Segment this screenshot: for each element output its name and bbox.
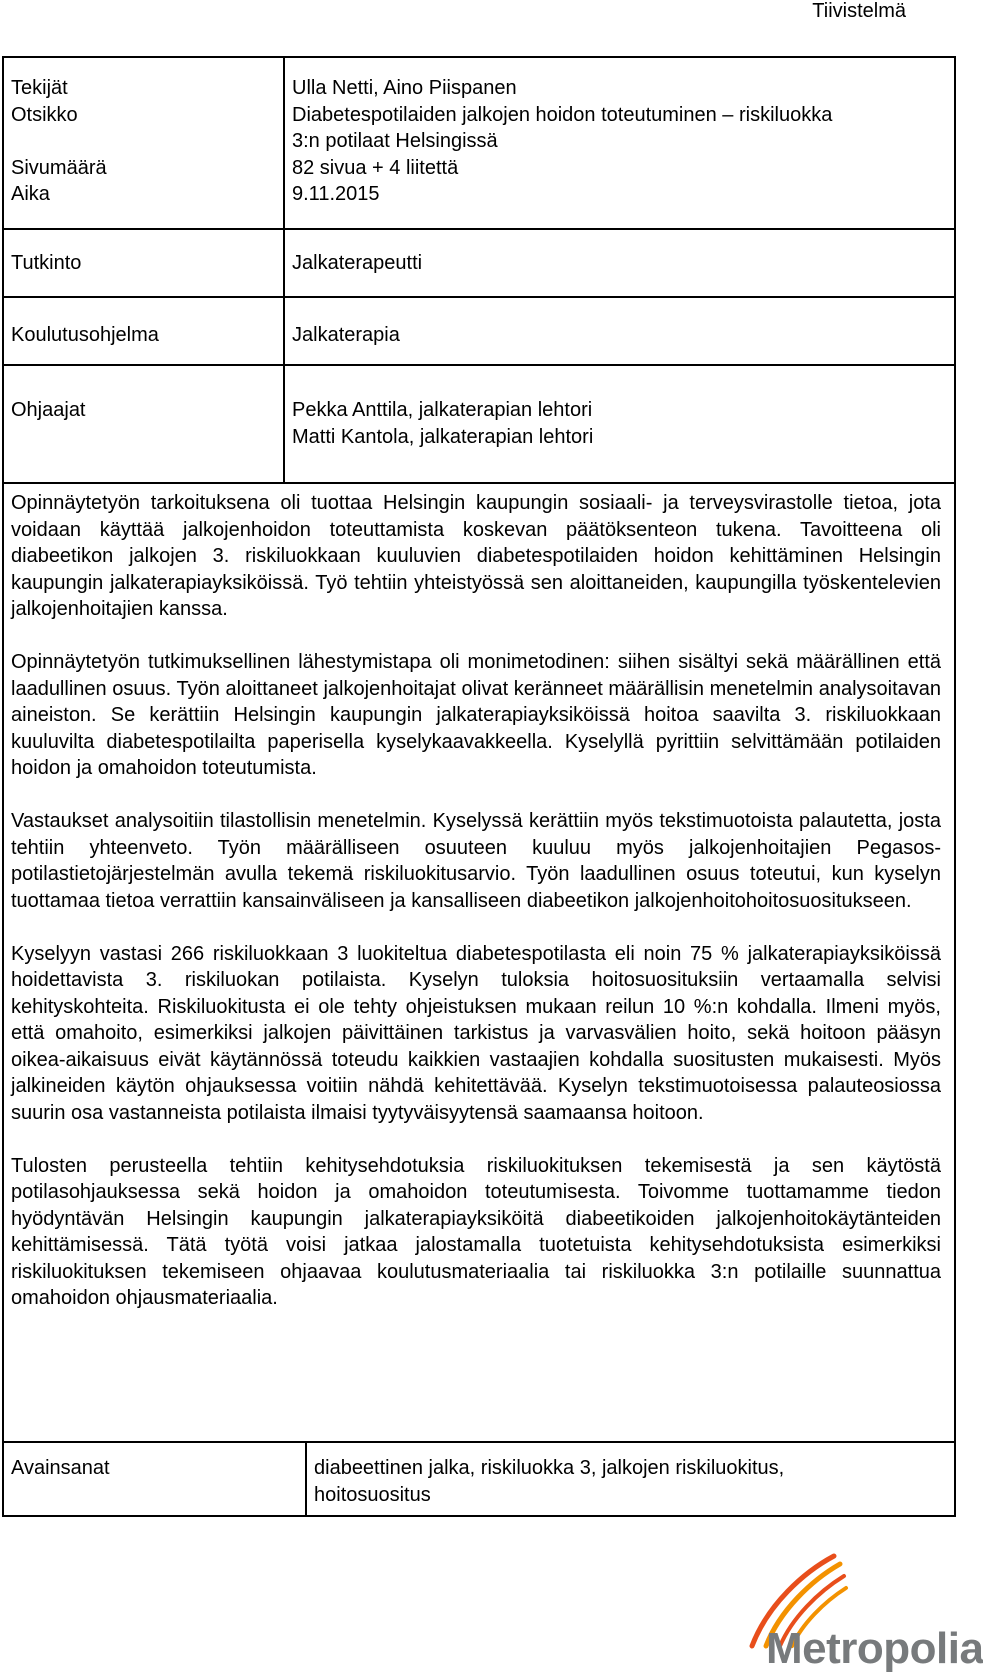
programme-label: Koulutusohjelma bbox=[11, 324, 159, 346]
column-divider bbox=[305, 1441, 307, 1517]
meta-labels bbox=[11, 75, 107, 208]
keywords-value: diabeettinen jalka, riskiluokka 3, jalkojen riskiluokitus, hoitosuositus bbox=[314, 1457, 785, 1506]
supervisors-value bbox=[292, 397, 593, 450]
title-label: Otsikko bbox=[11, 103, 78, 126]
abstract-paragraph: Vastaukset analysoitiin tilastollisin menetelmin. Kyselyssä kerättiin myös tekstimuotoista palautetta, josta tehtiin yhteenveto. Työn määrälliseen osuuteen kuuluu myös jalkojenhoitajien Pegasos-potilastietojärjestelmän avulla tekemä riskiluokitusarvio. Työn laadullinen osuus toteutui, kun kyselyn tuottamaa tietoa verrattiin kansainväliseen ja kansalliseen diabeetikon jalkojenhoitohoitosuositukseen. bbox=[11, 810, 941, 912]
divider bbox=[4, 1441, 954, 1443]
abstract-paragraph: Tulosten perusteella tehtiin kehitysehdotuksia riskiluokituksen tekemisestä ja sen käytöstä potilasohjauksessa sekä hoidon ja omahoidon toteutumisesta. Toivomme tuottamamme tiedon hyödyntävän Helsingin kaupungin jalkaterapiayksiköitä diabeetikoiden jalkojenhoitokäytänteiden kehittämisessä. Tätä työtä voisi jatkaa jalostamalla tuotetuista kehitysehdotuksista esimerkiksi riskiluokituksen tekemiseen ohjaavaa koulutusmateriaalia tai riskiluokka 3:n potilaille suunnattua omahoidon ohjausmateriaalia. bbox=[11, 1154, 941, 1309]
programme-value: Jalkaterapia bbox=[292, 324, 400, 346]
document-type-label: Tiivistelmä bbox=[812, 0, 906, 22]
abstract-paragraph: Opinnäytetyön tutkimuksellinen lähestymistapa oli monimetodinen: siihen sisältyi sekä määrällinen että laadullinen osuus. Työn aloittaneet jalkojenhoitajat olivat keränneet määrällisin menetelmin analysoitavan aineiston. Se kerättiin Helsingin kaupungin jalkaterapiayksiköissä hoitoa saavilta 3. riskiluokkaan kuuluvilta diabetespotilailta paperisella kyselykaavakkeella. Kyselyllä pyrittiin selvittämään potilaiden hoidon ja omahoidon toteutumista. bbox=[11, 651, 941, 779]
spacer bbox=[11, 128, 107, 155]
degree-label: Tutkinto bbox=[11, 252, 82, 274]
supervisors-label: Ohjaajat bbox=[11, 399, 86, 421]
divider bbox=[4, 296, 954, 298]
divider bbox=[4, 364, 954, 366]
title-value-line1: Diabetespotilaiden jalkojen hoidon toteutuminen – riskiluokka bbox=[292, 103, 833, 126]
abstract-body bbox=[11, 490, 941, 1338]
abstract-paragraph: Kyselyyn vastasi 266 riskiluokkaan 3 luokiteltua diabetespotilasta eli noin 75 % jalkaterapiayksiköissä hoidettavista 3. riskiluokan potilaista. Kyselyn tuloksia hoitosuosituksiin vertaamalla selvisi kehityskohteita. Riskiluokitusta ei ole tehty ohjeistuksen mukaan reilun 10 %:n kohdalla. Ilmeni myös, että omahoito, esimerkiksi jalkojen päivittäinen tarkistus ja varvasvälien hoito, sekä hoitoon pääsyn oikea-aikaisuus eivät käytännössä toteudu kaikkien vastaajien kohdalla suositusten mukaisesti. Myös jalkineiden käytön ohjauksessa voitiin nähdä kehitettävää. Kyselyn tekstimuotoisessa palauteosiossa suurin osa vastanneista potilaista ilmaisi tyytyväisyytensä saamaansa hoitoon. bbox=[11, 942, 941, 1124]
keywords-label: Avainsanat bbox=[11, 1457, 110, 1479]
authors-value: Ulla Netti, Aino Piispanen bbox=[292, 77, 517, 99]
supervisor-2: Matti Kantola, jalkaterapian lehtori bbox=[292, 425, 594, 448]
divider bbox=[4, 228, 954, 230]
divider bbox=[4, 482, 954, 484]
pages-value: 82 sivua + 4 liitettä bbox=[292, 156, 459, 179]
abstract-paragraph: Opinnäytetyön tarkoituksena oli tuottaa Helsingin kaupungin sosiaali- ja terveysvirastolle tietoa, jota voidaan käyttää jalkojenhoidon toteuttamista koskevan päätöksenteon tukena. Tavoitteena oli diabeetikon jalkojen 3. riskiluokkaan kuuluvien diabetespotilaiden hoidon kehittäminen Helsingin kaupungin jalkaterapiayksiköissä. Työ tehtiin yhteistyössä sen aloittaneiden, kaupungilla työskentelevien jalkojenhoitajien kanssa. bbox=[11, 492, 941, 620]
authors-label: Tekijät bbox=[11, 77, 68, 99]
date-value: 9.11.2015 bbox=[292, 183, 380, 205]
meta-values bbox=[292, 75, 832, 208]
supervisor-1: Pekka Anttila, jalkaterapian lehtori bbox=[292, 399, 593, 421]
column-divider bbox=[283, 58, 285, 482]
date-label: Aika bbox=[11, 183, 50, 205]
pages-label: Sivumäärä bbox=[11, 156, 107, 179]
degree-value: Jalkaterapeutti bbox=[292, 252, 423, 274]
title-value-line2: 3:n potilaat Helsingissä bbox=[292, 130, 498, 152]
metropolia-logo-text: Metropolia bbox=[766, 1624, 983, 1673]
